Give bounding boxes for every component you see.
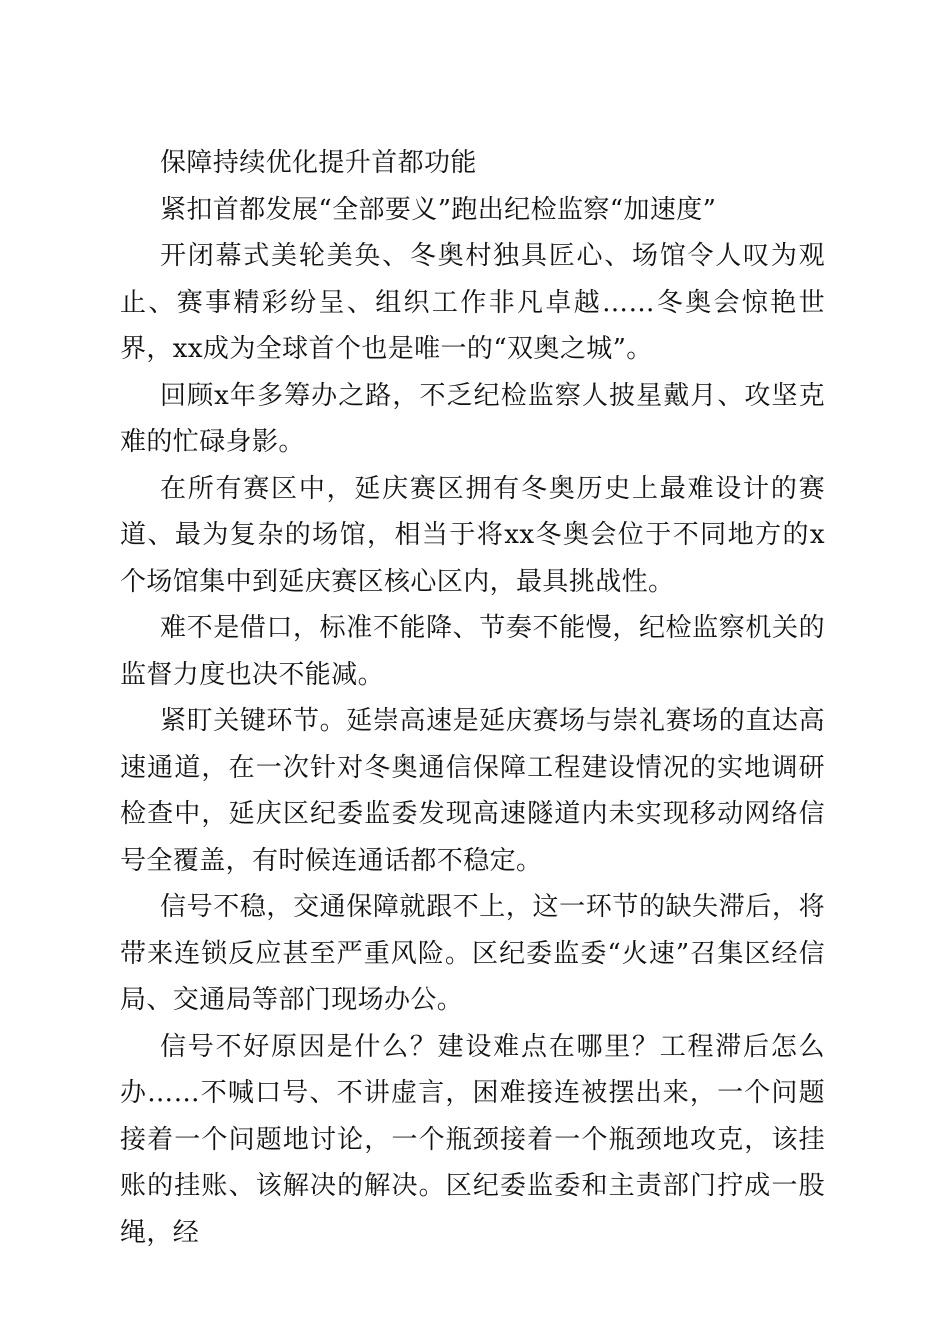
paragraph-9: 信号不好原因是什么？建设难点在哪里？工程滞后怎么办……不喊口号、不讲虚言，困难接连被摆出来，一个问题接着一个问题地讨论，一个瓶颈接着一个瓶颈地攻克，该挂账的挂账、该解决的解决。区纪委监委和主责部门拧成一股绳，经 xyxy=(120,1031,825,1248)
paragraph-1: 保障持续优化提升首都功能 xyxy=(160,148,477,178)
paragraph-8: 信号不稳，交通保障就跟不上，这一环节的缺失滞后，将带来连锁反应甚至严重风险。区纪委监委“火速”召集区经信局、交通局等部门现场办公。 xyxy=(120,892,825,1015)
paragraph-5: 在所有赛区中，延庆赛区拥有冬奥历史上最难设计的赛道、最为复杂的场馆，相当于将xx冬奥会位于不同地方的x个场馆集中到延庆赛区核心区内，最具挑战性。 xyxy=(120,473,825,597)
paragraph-4: 回顾x年多筹办之路，不乏纪检监察人披星戴月、攻坚克难的忙碌身影。 xyxy=(120,380,825,457)
document-body xyxy=(120,140,825,1256)
paragraph-3: 开闭幕式美轮美奂、冬奥村独具匠心、场馆令人叹为观止、赛事精彩纷呈、组织工作非凡卓越……冬奥会惊艳世界，xx成为全球首个也是唯一的“双奥之城”。 xyxy=(120,241,825,364)
paragraph-6: 难不是借口，标准不能降、节奏不能慢，纪检监察机关的监督力度也决不能减。 xyxy=(120,613,825,690)
paragraph-2: 紧扣首都发展“全部要义”跑出纪检监察“加速度” xyxy=(160,194,717,225)
paragraph-7: 紧盯关键环节。延崇高速是延庆赛场与崇礼赛场的直达高速通道，在一次针对冬奥通信保障工程建设情况的实地调研检查中，延庆区纪委监委发现高速隧道内未实现移动网络信号全覆盖，有时候连通话都不稳定。 xyxy=(120,706,825,876)
